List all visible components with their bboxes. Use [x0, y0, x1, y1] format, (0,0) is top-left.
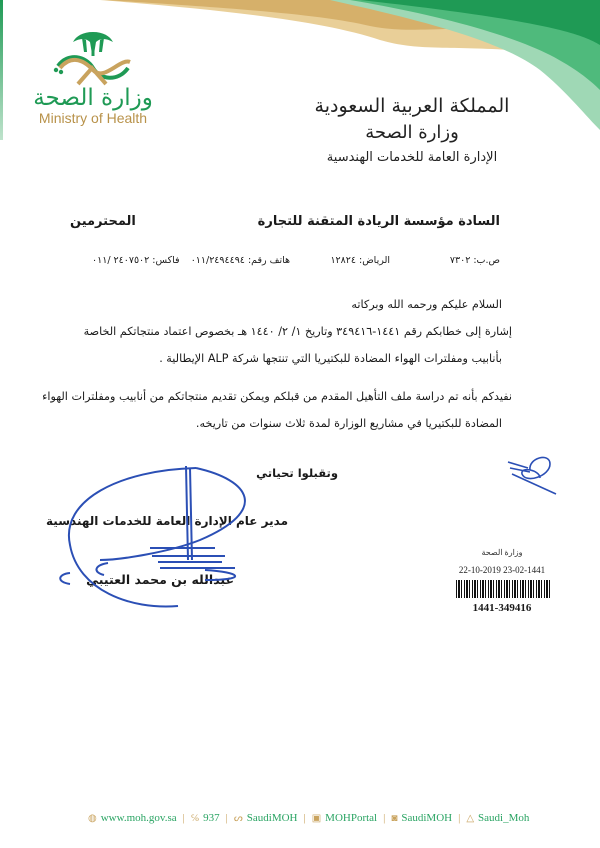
snapchat-icon: △: [466, 812, 475, 824]
twitter-icon: ᔕ: [233, 812, 243, 824]
instagram-icon: ◙: [391, 812, 398, 824]
registration-stamp: [452, 548, 552, 616]
youtube-icon: ▣: [311, 812, 322, 824]
stamp-barcode-number: 1441-349416: [472, 602, 532, 614]
footer-phone[interactable]: 937: [203, 812, 220, 824]
footer-separator: |: [383, 812, 386, 824]
footer-instagram[interactable]: SaudiMOH: [401, 812, 453, 824]
closing-text: وتقبلوا تحياتي: [256, 466, 338, 480]
logo-arabic-name: وزارة الصحة: [33, 85, 153, 111]
footer-website[interactable]: www.moh.gov.sa: [100, 812, 177, 824]
footer-separator: |: [303, 812, 306, 824]
header-kingdom: المملكة العربية السعودية: [314, 95, 510, 117]
footer-twitter[interactable]: SaudiMOH: [246, 812, 298, 824]
stamp-date: 22-10-2019 23-02-1441: [458, 565, 546, 575]
addressee-honorific: المحترمين: [70, 214, 136, 229]
paragraph2-line1: نفيدكم بأنه تم دراسة ملف التأهيل المقدم من قبلكم ويمكن تقديم منتجاتكم من أنابيب ومفلترات الهواء: [42, 390, 512, 403]
footer-snapchat[interactable]: Saudi_Moh: [478, 812, 530, 824]
contact-city: الرياض: ١٢٨٢٤: [330, 255, 390, 266]
contact-po-box: ص.ب: ٧٣٠٢: [449, 255, 500, 266]
barcode: [456, 580, 550, 598]
logo-english-name: Ministry of Health: [38, 110, 148, 126]
footer-separator: |: [458, 812, 461, 824]
header-ministry: وزارة الصحة: [365, 122, 459, 143]
addressee-name: السادة مؤسسة الريادة المتقنة للتجارة: [257, 214, 500, 229]
globe-icon: ◍: [88, 812, 97, 824]
initials-signature: [508, 457, 556, 494]
signatory-title: مدير عام الإدارة العامة للخدمات الهندسية: [46, 514, 288, 528]
ministry-logo: [28, 28, 158, 148]
phone-icon: ℅: [190, 812, 200, 824]
paragraph1-line1: إشارة إلى خطابكم رقم ١٤٤١-٣٤٩٤١٦ وتاريخ ١/ ٢/ ١٤٤٠ هـ بخصوص اعتماد منتجاتكم الخاصة: [83, 325, 512, 338]
header-department: الإدارة العامة للخدمات الهندسية: [326, 150, 498, 165]
paragraph2-line2: المضادة للبكتيريا في مشاريع الوزارة لمدة ثلاث سنوات من تاريخه.: [195, 417, 502, 430]
contact-fax: فاكس: ٢٤٠٧٥٠٢ /٠١١: [92, 255, 180, 266]
palm-swords-emblem-icon: [48, 28, 138, 86]
stamp-organization: وزارة الصحة: [481, 548, 523, 557]
contact-phone: هاتف رقم: ٠١١/٢٤٩٤٤٩٤: [190, 255, 290, 266]
paragraph1-line2: بأنابيب ومفلترات الهواء المضادة للبكتيريا التي تنتجها شركة ALP الإيطالية .: [159, 352, 502, 365]
footer-contact-bar: [88, 812, 530, 824]
signatory-name: عبدالله بن محمد العتيبي: [86, 572, 234, 587]
greeting: السلام عليكم ورحمه الله وبركاته: [351, 298, 502, 311]
footer-separator: |: [225, 812, 228, 824]
footer-youtube[interactable]: MOHPortal: [325, 812, 378, 824]
footer-separator: |: [182, 812, 185, 824]
